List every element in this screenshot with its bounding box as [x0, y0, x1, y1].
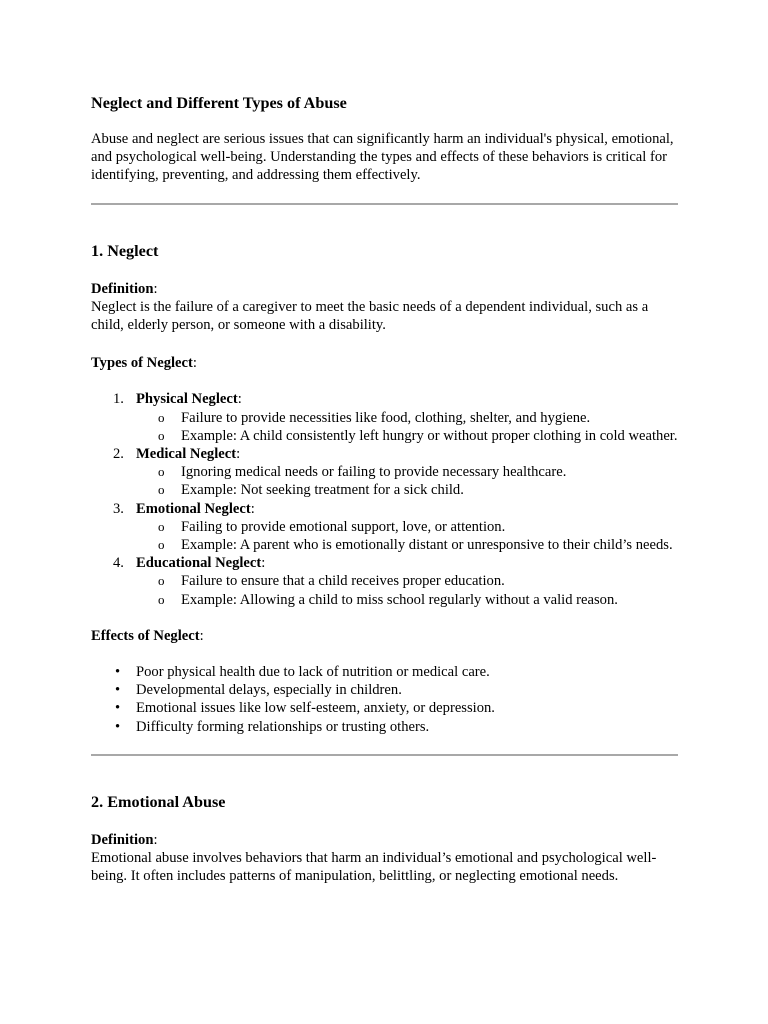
circle-bullet-icon: o: [158, 573, 165, 589]
bullet-icon: •: [115, 718, 121, 735]
effects-list: [91, 663, 678, 736]
list-number: 4.: [113, 555, 124, 572]
circle-bullet-icon: o: [158, 409, 165, 425]
list-number: 1.: [113, 391, 124, 408]
bullet-icon: •: [115, 700, 121, 717]
sub-list-item: o Example: A parent who is emotionally distant or unresponsive to their child’s needs.: [158, 537, 673, 554]
types-label: Types of Neglect:: [91, 355, 197, 372]
neglect-type-name: Educational Neglect: [136, 555, 262, 572]
effects-list-item: • Poor physical health due to lack of nutrition or medical care.: [115, 664, 490, 681]
neglect-type-name: Physical Neglect: [136, 391, 238, 408]
effects-label: Effects of Neglect:: [91, 627, 204, 644]
neglect-type-name: Medical Neglect: [136, 446, 237, 463]
neglect-type-item: 2. Medical Neglect: o Ignoring medical needs or failing to provide necessary healthcare. o Example: Not seeking treatment for a sick child.: [136, 445, 678, 500]
circle-bullet-icon: o: [158, 464, 165, 480]
bullet-icon: •: [115, 682, 121, 699]
definition-label: Definition:: [91, 280, 158, 297]
list-number: 3.: [113, 500, 124, 517]
sub-list-item: o Failure to ensure that a child receives proper education.: [158, 573, 505, 590]
section-heading-emotional-abuse: 2. Emotional Abuse: [91, 792, 226, 811]
circle-bullet-icon: o: [158, 537, 165, 553]
circle-bullet-icon: o: [158, 518, 165, 534]
circle-bullet-icon: o: [158, 482, 165, 498]
sub-list-item: o Example: Not seeking treatment for a sick child.: [158, 482, 464, 499]
document-title: Neglect and Different Types of Abuse: [91, 94, 347, 112]
circle-bullet-icon: o: [158, 591, 165, 607]
intro-paragraph: Abuse and neglect are serious issues that can significantly harm an individual's physical, emotional, and psychological well-being. Understanding the types and effects of these behaviors is critical for identifying, preventing, and addressing them effectively.: [91, 131, 674, 184]
neglect-type-item: 3. Emotional Neglect: o Failing to provide emotional support, love, or attention. o Example: A parent who is emotionally distant or unresponsive to their child’s needs.: [136, 500, 678, 555]
sub-list: [136, 463, 678, 499]
sub-list: [136, 518, 678, 554]
sub-list-item: o Failure to provide necessities like food, clothing, shelter, and hygiene.: [158, 409, 591, 426]
sub-list-item: o Ignoring medical needs or failing to provide necessary healthcare.: [158, 464, 567, 481]
section-heading-neglect: 1. Neglect: [91, 241, 159, 260]
definition-label: Definition:: [91, 831, 158, 848]
effects-list-item: • Difficulty forming relationships or trusting others.: [115, 718, 430, 735]
effects-list-item: • Developmental delays, especially in children.: [115, 682, 402, 699]
neglect-type-item: 1. Physical Neglect: o Failure to provide necessities like food, clothing, shelter, and hygiene. o Example: A child consistently left hungry or without proper clothing in cold weather.: [113, 391, 678, 444]
sub-list-item: o Example: A child consistently left hungry or without proper clothing in cold weather.: [158, 427, 678, 444]
circle-bullet-icon: o: [158, 427, 165, 443]
document-content: [91, 94, 678, 885]
list-number: 2.: [113, 446, 124, 463]
section-divider: [91, 203, 678, 205]
sub-list: [136, 409, 678, 445]
definition-text: Neglect is the failure of a caregiver to meet the basic needs of a dependent individual, such as a child, elderly person, or someone with a disability.: [91, 298, 649, 334]
neglect-type-name: Emotional Neglect: [136, 500, 251, 517]
section-divider: [91, 754, 678, 756]
effects-list-item: • Emotional issues like low self-esteem, anxiety, or depression.: [115, 700, 495, 717]
bullet-icon: •: [115, 664, 121, 681]
sub-list: [136, 572, 678, 608]
sub-list-item: o Example: Allowing a child to miss school regularly without a valid reason.: [158, 591, 618, 608]
neglect-types-list: [91, 390, 678, 608]
definition-text: Emotional abuse involves behaviors that harm an individual’s emotional and psychological well-being. It often includes patterns of manipulation, belittling, or neglecting emotional needs.: [91, 850, 657, 885]
neglect-type-item: 4. Educational Neglect: o Failure to ensure that a child receives proper education. o Example: Allowing a child to miss school regularly without a valid reason.: [136, 554, 678, 609]
sub-list-item: o Failing to provide emotional support, love, or attention.: [158, 518, 506, 535]
